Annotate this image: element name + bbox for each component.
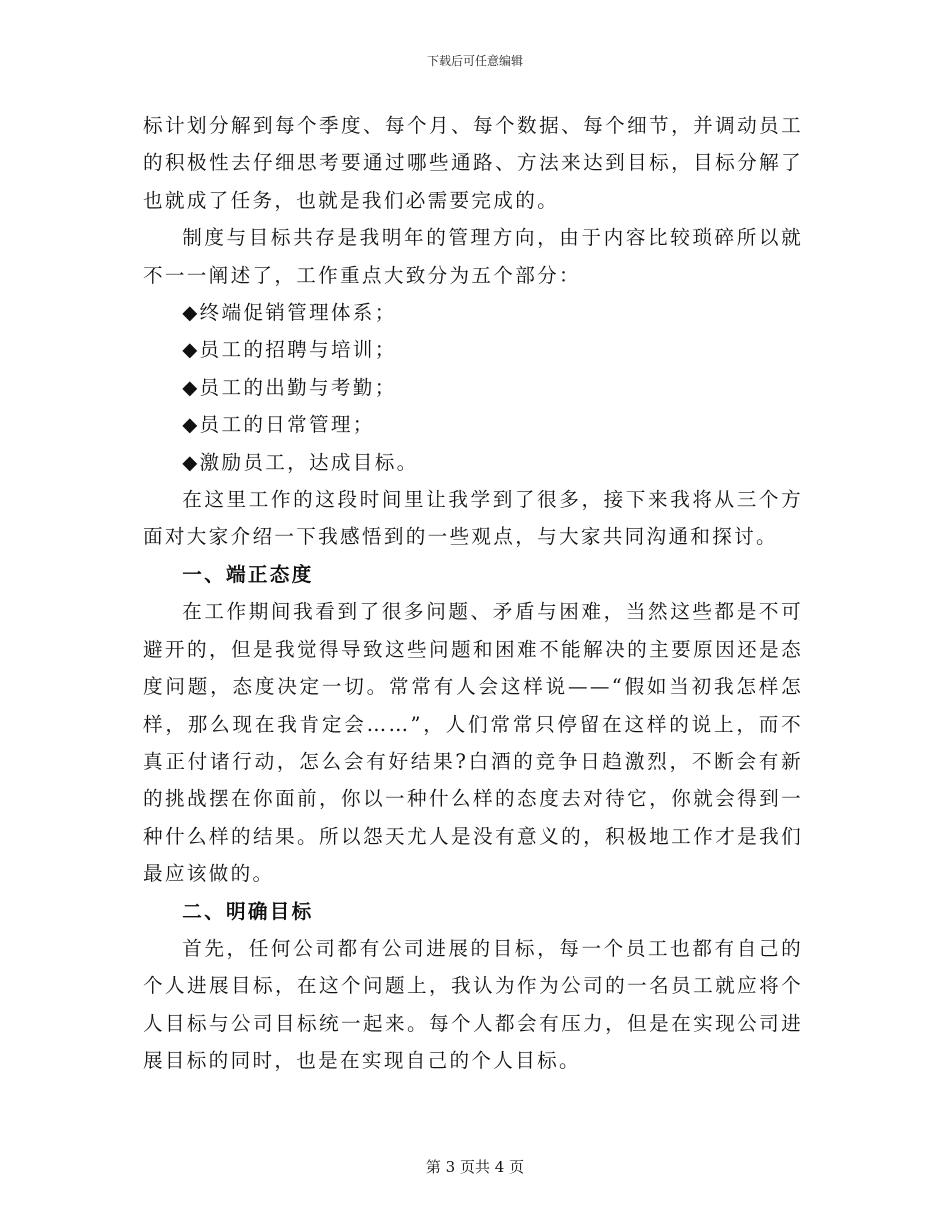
section-heading-attitude: 一、端正态度 (182, 562, 314, 586)
page-header: 下载后可任意编辑 (426, 54, 523, 68)
document-body (143, 107, 803, 1080)
bullet-item: ◆员工的日常管理； (182, 413, 375, 437)
paragraph-management-direction: 制度与目标共存是我明年的管理方向，由于内容比较琐碎所以就不一一阐述了，工作重点大致分为五个部分： (143, 226, 803, 287)
paragraph-intro-three-aspects: 在这里工作的这段时间里让我学到了很多，接下来我将从三个方面对大家介绍一下我感悟到的一些观点，与大家共同沟通和探讨。 (143, 488, 803, 549)
bullet-item: ◆员工的出勤与考勤； (182, 375, 397, 399)
paragraph-goals: 首先，任何公司都有公司进展的目标，每一个员工也都有自己的个人进展目标，在这个问题上，我认为作为公司的一名员工就应将个人目标与公司目标统一起来。每个人都会有压力，但是在实现公司进展目标的同时，也是在实现自己的个人目标。 (143, 936, 803, 1073)
page-footer: 第 3 页共 4 页 (425, 1158, 525, 1176)
paragraph-attitude: 在工作期间我看到了很多问题、矛盾与困难，当然这些都是不可避开的，但是我觉得导致这些问题和困难不能解决的主要原因还是态度问题，态度决定一切。常常有人会这样说——“假如当初我怎样怎样，那么现在我肯定会……”，人们常常只停留在这样的说上，而不真正付诸行动，怎么会有好结果?白酒的竞争日趋激烈，不断会有新的挑战摆在你面前，你以一种什么样的态度去对待它，你就会得到一种什么样的结果。所以怨天尤人是没有意义的，积极地工作才是我们最应该做的。 (143, 600, 803, 886)
bullet-item: ◆终端促销管理体系； (182, 301, 397, 325)
paragraph-continued: 标计划分解到每个季度、每个月、每个数据、每个细节，并调动员工的积极性去仔细思考要通过哪些通路、方法来达到目标，目标分解了也就成了任务，也就是我们必需要完成的。 (143, 114, 803, 212)
bullet-item: ◆员工的招聘与培训； (182, 338, 397, 362)
bullet-item: ◆激励员工，达成目标。 (182, 450, 419, 474)
section-heading-goals: 二、明确目标 (182, 899, 314, 923)
